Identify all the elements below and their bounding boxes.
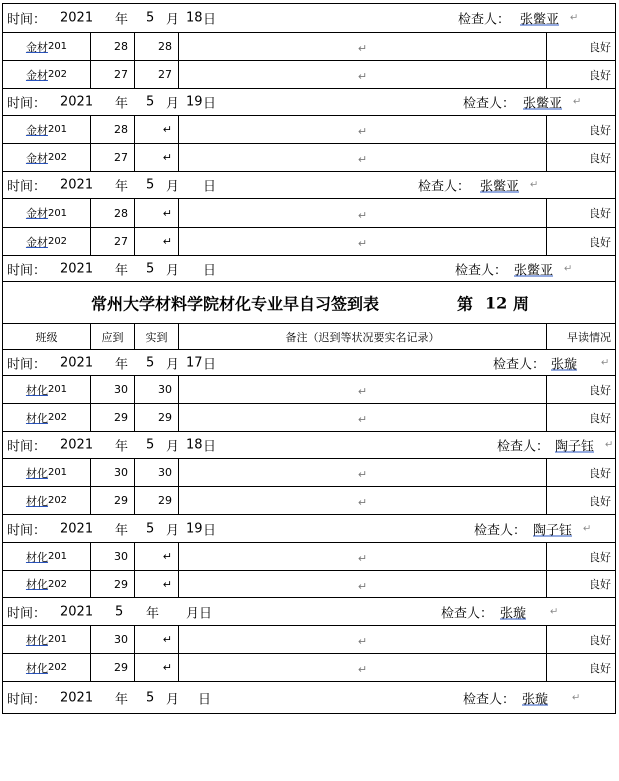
- table-row: [2, 404, 616, 432]
- due-count: 28: [91, 199, 135, 227]
- table-row: [2, 543, 616, 571]
- time-row: [2, 172, 616, 199]
- actual-count: ↵: [135, 654, 179, 681]
- inspector-name: 张鳖亚: [520, 12, 560, 28]
- header-class: 班级: [3, 324, 91, 349]
- remarks-cell: ↵: [179, 144, 547, 171]
- time-field: 月: [166, 357, 180, 372]
- table-row: [2, 199, 616, 228]
- time-field: 2021: [60, 94, 94, 110]
- due-count: 27: [91, 144, 135, 171]
- remarks-cell: ↵: [179, 116, 547, 143]
- time-field: 日: [203, 357, 217, 372]
- time-field: 检查人：: [493, 357, 546, 372]
- time-row: [2, 350, 616, 376]
- reading-status: 良好: [589, 40, 611, 54]
- class-number: 202: [47, 152, 68, 163]
- class-number: 202: [47, 412, 68, 423]
- class-cell: [3, 228, 91, 255]
- reading-status: 良好: [589, 151, 611, 165]
- time-field: 2021: [60, 690, 94, 705]
- class-number: 201: [47, 467, 68, 478]
- time-row: [2, 432, 616, 459]
- reading-status: 良好: [589, 68, 611, 82]
- table-header: [2, 324, 616, 350]
- actual-count: ↵: [135, 228, 179, 255]
- time-row: [2, 89, 616, 116]
- time-field: 时间：: [7, 263, 47, 278]
- time-field: 检查人：: [474, 523, 527, 538]
- time-field: 年: [115, 96, 129, 112]
- time-field: 年: [115, 523, 129, 538]
- header-actual: 实到: [135, 324, 179, 349]
- due-count: 29: [91, 654, 135, 681]
- time-field: 时间：: [7, 523, 47, 538]
- class-number: 202: [47, 69, 68, 80]
- due-count: 27: [91, 61, 135, 88]
- due-count: 28: [91, 116, 135, 143]
- inspector-name: 张鳖亚: [480, 179, 520, 195]
- time-field: 年: [146, 606, 160, 621]
- time-field: 月: [166, 263, 180, 278]
- class-cell: [3, 61, 91, 88]
- table-row: [2, 144, 616, 172]
- remarks-cell: ↵: [179, 228, 547, 255]
- reading-status: 良好: [589, 207, 611, 220]
- reading-status: 良好: [589, 661, 611, 675]
- table-row: [2, 116, 616, 144]
- time-field: 检查人：: [455, 263, 508, 278]
- table-row: [2, 33, 616, 61]
- actual-count: ↵: [135, 543, 179, 570]
- class-cell: [3, 199, 91, 227]
- due-count: 30: [91, 543, 135, 570]
- reading-status: 良好: [589, 550, 611, 564]
- time-field: 年: [115, 263, 129, 278]
- time-row: [2, 515, 616, 543]
- actual-count: 29: [135, 487, 179, 514]
- page-title: 常州大学材料学院材化专业早自习签到表: [91, 294, 380, 313]
- paragraph-mark: ↵: [601, 357, 610, 368]
- class-name: 金材: [25, 207, 48, 220]
- inspector-name: 陶子钰: [555, 439, 595, 455]
- class-cell: [3, 626, 91, 653]
- class-number: 201: [47, 41, 68, 52]
- title-row: [2, 282, 616, 324]
- time-field: 月: [166, 523, 180, 538]
- remarks-cell: ↵: [179, 571, 547, 597]
- paragraph-mark: ↵: [573, 96, 582, 108]
- time-field: 年: [115, 179, 129, 195]
- time-field: 时间：: [7, 179, 47, 195]
- time-field: 5: [146, 437, 155, 453]
- time-field: 2021: [60, 261, 94, 276]
- time-field: 2021: [60, 10, 94, 26]
- reading-status: 良好: [589, 235, 611, 249]
- time-field: 月: [166, 179, 180, 195]
- time-field: 5: [146, 690, 155, 705]
- time-field: 2021: [60, 604, 94, 619]
- due-count: 29: [91, 404, 135, 431]
- time-field: 19: [186, 521, 203, 536]
- time-field: 年: [115, 692, 129, 707]
- class-number: 201: [47, 207, 68, 219]
- class-cell: [3, 376, 91, 403]
- time-field: 2021: [60, 355, 94, 370]
- inspector-name: 陶子钰: [533, 523, 573, 538]
- time-field: 月: [166, 439, 180, 455]
- inspector-name: 张璇: [551, 357, 578, 372]
- reading-status: 良好: [589, 466, 611, 480]
- time-field: 检查人：: [418, 179, 471, 195]
- time-field: 日: [203, 179, 217, 195]
- paragraph-mark: ↵: [572, 692, 581, 703]
- sign-in-document: [2, 3, 616, 714]
- table-row: [2, 459, 616, 487]
- time-field: 时间：: [7, 439, 47, 455]
- time-field: 月: [166, 692, 180, 707]
- remarks-cell: ↵: [179, 487, 547, 514]
- remarks-cell: ↵: [179, 33, 547, 60]
- time-field: 日: [203, 12, 217, 28]
- actual-count: ↵: [135, 199, 179, 227]
- reading-status: 良好: [589, 411, 611, 425]
- time-field: 检查人：: [463, 96, 516, 112]
- table-row: [2, 626, 616, 654]
- time-field: 时间：: [7, 12, 47, 28]
- reading-status: 良好: [589, 383, 611, 397]
- time-field: 18: [186, 10, 203, 26]
- time-row: [2, 3, 616, 33]
- due-count: 30: [91, 626, 135, 653]
- week-prefix: 第: [457, 294, 474, 313]
- paragraph-mark: ↵: [530, 179, 539, 191]
- actual-count: 30: [135, 376, 179, 403]
- reading-status: 良好: [589, 578, 611, 591]
- time-field: 5: [146, 261, 155, 276]
- reading-status: 良好: [589, 494, 611, 508]
- table-row: [2, 228, 616, 256]
- class-number: 202: [47, 495, 68, 506]
- time-field: 检查人：: [463, 692, 516, 707]
- reading-status: 良好: [589, 123, 611, 137]
- reading-status: 良好: [589, 633, 611, 647]
- class-name: 金材: [25, 235, 48, 249]
- class-name: 金材: [25, 123, 48, 137]
- header-due: 应到: [91, 324, 135, 349]
- time-field: 5: [146, 177, 155, 193]
- due-count: 29: [91, 571, 135, 597]
- class-name: 材化: [25, 383, 48, 397]
- remarks-cell: ↵: [179, 626, 547, 653]
- time-field: 年: [115, 12, 129, 28]
- time-field: 17: [186, 355, 203, 370]
- remarks-cell: ↵: [179, 543, 547, 570]
- class-name: 材化: [25, 494, 48, 508]
- class-number: 201: [47, 384, 68, 395]
- class-cell: [3, 487, 91, 514]
- class-number: 201: [47, 124, 68, 135]
- time-row: [2, 682, 616, 714]
- time-field: 检查人：: [441, 606, 494, 621]
- class-cell: [3, 459, 91, 486]
- time-field: 5: [146, 10, 155, 26]
- class-cell: [3, 543, 91, 570]
- time-field: 年: [115, 439, 129, 455]
- due-count: 27: [91, 228, 135, 255]
- time-field: 日: [203, 96, 217, 112]
- inspector-name: 张璇: [522, 692, 549, 707]
- paragraph-mark: ↵: [570, 12, 579, 24]
- class-name: 材化: [25, 411, 48, 425]
- table-row: [2, 487, 616, 515]
- week-suffix: 周: [513, 294, 530, 313]
- actual-count: 30: [135, 459, 179, 486]
- inspector-name: 张鳖亚: [514, 263, 554, 278]
- due-count: 30: [91, 459, 135, 486]
- time-field: 日: [203, 263, 217, 278]
- actual-count: ↵: [135, 626, 179, 653]
- class-cell: [3, 33, 91, 60]
- table-row: [2, 61, 616, 89]
- class-cell: [3, 116, 91, 143]
- class-cell: [3, 654, 91, 681]
- inspector-name: 张璇: [500, 606, 527, 621]
- actual-count: 27: [135, 61, 179, 88]
- time-field: 检查人：: [458, 12, 511, 28]
- time-field: 月日: [186, 606, 213, 621]
- class-name: 材化: [25, 661, 48, 675]
- table-row: [2, 376, 616, 404]
- time-field: 5: [146, 521, 155, 536]
- time-field: 月: [166, 96, 180, 112]
- class-cell: [3, 404, 91, 431]
- class-number: 202: [47, 662, 68, 673]
- time-field: 时间：: [7, 606, 47, 621]
- due-count: 29: [91, 487, 135, 514]
- class-name: 材化: [25, 633, 48, 647]
- time-row: [2, 598, 616, 626]
- time-field: 检查人：: [497, 439, 550, 455]
- time-field: 5: [146, 355, 155, 370]
- class-name: 材化: [25, 550, 48, 564]
- class-cell: [3, 571, 91, 597]
- inspector-name: 张鳖亚: [523, 96, 563, 112]
- time-field: 2021: [60, 437, 94, 453]
- remarks-cell: ↵: [179, 404, 547, 431]
- class-name: 材化: [25, 578, 48, 591]
- paragraph-mark: ↵: [550, 606, 559, 617]
- remarks-cell: ↵: [179, 199, 547, 227]
- table-row: [2, 571, 616, 598]
- class-number: 201: [47, 634, 68, 645]
- remarks-cell: ↵: [179, 654, 547, 681]
- paragraph-mark: ↵: [583, 523, 592, 534]
- due-count: 30: [91, 376, 135, 403]
- class-number: 202: [47, 578, 68, 590]
- remarks-cell: ↵: [179, 61, 547, 88]
- header-reading: 早读情况: [567, 330, 611, 344]
- remarks-cell: ↵: [179, 459, 547, 486]
- actual-count: 29: [135, 404, 179, 431]
- time-field: 19: [186, 94, 203, 110]
- time-field: 18: [186, 437, 203, 453]
- class-cell: [3, 144, 91, 171]
- time-field: 日: [203, 523, 217, 538]
- actual-count: 28: [135, 33, 179, 60]
- actual-count: ↵: [135, 144, 179, 171]
- time-row: [2, 256, 616, 282]
- table-row: [2, 654, 616, 682]
- time-field: 年: [115, 357, 129, 372]
- class-number: 202: [47, 236, 68, 247]
- class-name: 金材: [25, 151, 48, 165]
- class-name: 材化: [25, 466, 48, 480]
- class-name: 金材: [25, 68, 48, 82]
- paragraph-mark: ↵: [564, 263, 573, 274]
- time-field: 2021: [60, 177, 94, 193]
- class-name: 金材: [25, 40, 48, 54]
- header-remarks: 备注（迟到等状况要实名记录）: [179, 324, 547, 349]
- remarks-cell: ↵: [179, 376, 547, 403]
- time-field: 日: [203, 439, 217, 455]
- time-field: 时间：: [7, 692, 47, 707]
- time-field: 月: [166, 12, 180, 28]
- time-field: 5: [146, 94, 155, 110]
- time-field: 日: [198, 692, 212, 707]
- paragraph-mark: ↵: [605, 439, 614, 451]
- time-field: 2021: [60, 521, 94, 536]
- class-number: 201: [47, 551, 68, 562]
- week-number: 12: [485, 293, 508, 312]
- time-field: 时间：: [7, 357, 47, 372]
- actual-count: ↵: [135, 116, 179, 143]
- due-count: 28: [91, 33, 135, 60]
- time-field: 5: [115, 604, 124, 619]
- time-field: 时间：: [7, 96, 47, 112]
- actual-count: ↵: [135, 571, 179, 597]
